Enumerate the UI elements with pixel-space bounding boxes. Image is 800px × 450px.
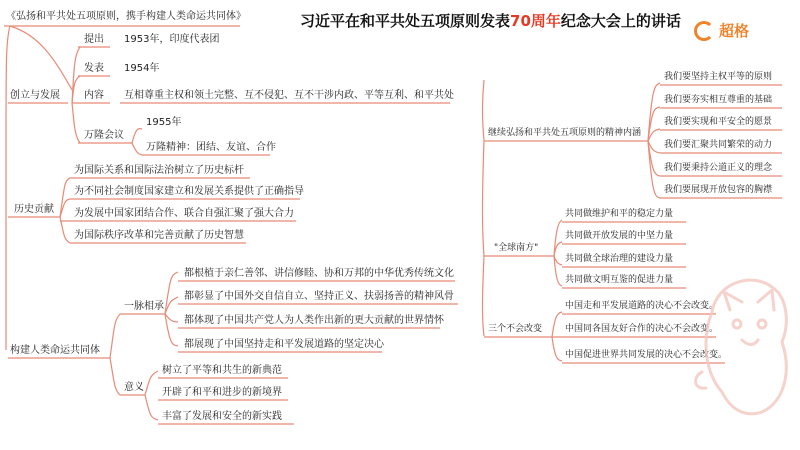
south-item-4: 共同做文明互鉴的促进力量 <box>565 275 674 285</box>
lineage-item-2: 都彰显了中国外交自信自立、坚持正义、扶弱扬善的精神风骨 <box>184 291 454 302</box>
south-item-2: 共同做开放发展的中坚力量 <box>565 231 674 241</box>
spirit-item-1: 我们要坚持主权平等的原则 <box>664 72 773 82</box>
node-publish: 发表 <box>84 63 104 74</box>
node-lineage: 一脉相承 <box>124 301 164 312</box>
node-meaning: 意义 <box>124 382 144 393</box>
spirit-item-4: 我们要汇聚共同繁荣的动力 <box>664 140 773 150</box>
node-publish-value: 1954年 <box>124 63 160 74</box>
node-content: 内容 <box>84 90 104 101</box>
unchanged-item-1: 中国走和平发展道路的决心不会改变。 <box>565 301 719 311</box>
spirit-item-3: 我们要实现和平安全的愿景 <box>664 117 773 127</box>
node-content-value: 互相尊重主权和领土完整、互不侵犯、互不干涉内政、平等互利、和平共处 <box>124 90 454 101</box>
logo-text: 超格 <box>719 22 750 40</box>
node-history: 历史贡献 <box>14 204 54 215</box>
history-item-2: 为不同社会制度国家建立和发展关系提供了正确指导 <box>74 186 304 197</box>
node-proposed: 提出 <box>84 34 104 45</box>
logo-g-icon <box>694 21 714 41</box>
root-node: 《弘扬和平共处五项原则，携手构建人类命运共同体》 <box>6 11 246 22</box>
node-global-south: "全球南方" <box>494 243 539 253</box>
south-item-1: 共同做维护和平的稳定力量 <box>565 209 674 219</box>
meaning-item-3: 丰富了发展和安全的新实践 <box>162 411 282 422</box>
meaning-item-2: 开辟了和平和进步的新境界 <box>162 387 282 398</box>
history-item-3: 为发展中国家团结合作、联合自强汇聚了强大合力 <box>74 208 294 219</box>
node-bandung-year: 1955年 <box>146 117 182 128</box>
mascot-illustration <box>692 262 796 437</box>
unchanged-item-2: 中国同各国友好合作的决心不会改变。 <box>565 324 719 334</box>
history-item-1: 为国际关系和国际法治树立了历史标杆 <box>74 165 244 176</box>
page-title: 习近平在和平共处五项原则发表70周年纪念大会上的讲话 <box>300 12 681 30</box>
lineage-item-4: 都展现了中国坚持走和平发展道路的坚定决心 <box>184 339 384 350</box>
south-item-3: 共同做全球治理的建设力量 <box>565 254 674 264</box>
node-unchanged: 三个不会改变 <box>488 324 543 334</box>
spirit-item-6: 我们要展现开放包容的胸襟 <box>664 185 773 195</box>
meaning-item-1: 树立了平等和共生的新典范 <box>162 365 282 376</box>
history-item-4: 为国际秩序改革和完善贡献了历史智慧 <box>74 230 244 241</box>
node-community: 构建人类命运共同体 <box>10 345 100 356</box>
node-founding: 创立与发展 <box>10 90 60 101</box>
brand-logo <box>694 20 749 41</box>
lineage-item-1: 都根植于亲仁善邻、讲信修睦、协和万邦的中华优秀传统文化 <box>184 268 454 279</box>
node-bandung-spirit: 万隆精神：团结、友谊、合作 <box>146 142 276 153</box>
spirit-item-2: 我们要夯实相互尊重的基础 <box>664 95 773 105</box>
node-spirit: 继续弘扬和平共处五项原则的精神内涵 <box>488 128 642 138</box>
lineage-item-3: 都体现了中国共产党人为人类作出新的更大贡献的世界情怀 <box>184 315 444 326</box>
unchanged-item-3: 中国促进世界共同发展的决心不会改变。 <box>565 350 728 360</box>
node-proposed-value: 1953年，印度代表团 <box>124 34 220 45</box>
node-bandung: 万隆会议 <box>84 130 124 141</box>
spirit-item-5: 我们要秉持公道正义的理念 <box>664 163 773 173</box>
